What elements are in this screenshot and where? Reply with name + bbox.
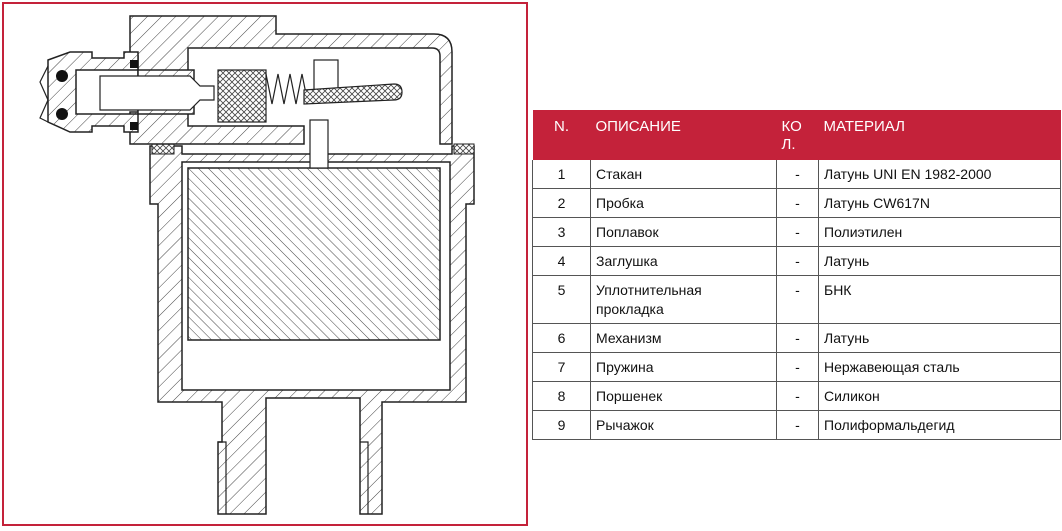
row-num: 2 [533, 189, 591, 218]
row-num: 4 [533, 247, 591, 276]
row-quantity: - [777, 382, 819, 411]
header-num: N. [533, 110, 591, 160]
table-row [533, 324, 1061, 353]
table-row [533, 276, 1061, 324]
float-stem [310, 120, 328, 168]
row-material: Латунь [819, 324, 1061, 353]
mechanism-block [218, 70, 266, 122]
header-description: ОПИСАНИЕ [591, 110, 777, 160]
row-quantity: - [777, 411, 819, 440]
o-ring-top [56, 70, 68, 82]
table-row [533, 411, 1061, 440]
table-row [533, 189, 1061, 218]
header-quantity: КО Л. [777, 110, 819, 160]
seal-top [130, 60, 138, 68]
row-num: 6 [533, 324, 591, 353]
table-row [533, 353, 1061, 382]
table-row [533, 218, 1061, 247]
row-material: Полиформальдегид [819, 411, 1061, 440]
row-quantity: - [777, 276, 819, 324]
row-quantity: - [777, 324, 819, 353]
float [188, 168, 440, 340]
row-description: Пробка [591, 189, 777, 218]
row-num: 7 [533, 353, 591, 382]
diagram-frame [2, 2, 528, 526]
table-row [533, 247, 1061, 276]
row-material: Силикон [819, 382, 1061, 411]
header-material: МАТЕРИАЛ [819, 110, 1061, 160]
seal-bottom [130, 122, 138, 130]
row-description: Механизм [591, 324, 777, 353]
row-num: 8 [533, 382, 591, 411]
row-material: Латунь UNI EN 1982-2000 [819, 160, 1061, 189]
o-ring-bottom [56, 108, 68, 120]
row-num: 9 [533, 411, 591, 440]
table-row [533, 382, 1061, 411]
vent-outlet [40, 66, 48, 122]
spring [266, 74, 308, 104]
row-description: Поплавок [591, 218, 777, 247]
row-description: Пружина [591, 353, 777, 382]
row-material: Латунь CW617N [819, 189, 1061, 218]
row-quantity: - [777, 160, 819, 189]
row-description: Стакан [591, 160, 777, 189]
row-num: 1 [533, 160, 591, 189]
air-vent-cross-section [4, 4, 526, 524]
row-material: Нержавеющая сталь [819, 353, 1061, 382]
row-material: БНК [819, 276, 1061, 324]
row-num: 3 [533, 218, 591, 247]
row-material: Полиэтилен [819, 218, 1061, 247]
parts-table [532, 110, 1061, 440]
row-description: Рычажок [591, 411, 777, 440]
row-quantity: - [777, 247, 819, 276]
row-quantity: - [777, 353, 819, 382]
row-material: Латунь [819, 247, 1061, 276]
row-description: Поршенек [591, 382, 777, 411]
piston-rod [100, 76, 214, 110]
gasket-left [152, 144, 174, 154]
table-header-row [533, 110, 1061, 160]
row-num: 5 [533, 276, 591, 324]
row-quantity: - [777, 218, 819, 247]
table-row [533, 160, 1061, 189]
gasket-right [454, 144, 474, 154]
row-quantity: - [777, 189, 819, 218]
row-description: Заглушка [591, 247, 777, 276]
row-description: Уплотнительная прокладка [591, 276, 777, 324]
